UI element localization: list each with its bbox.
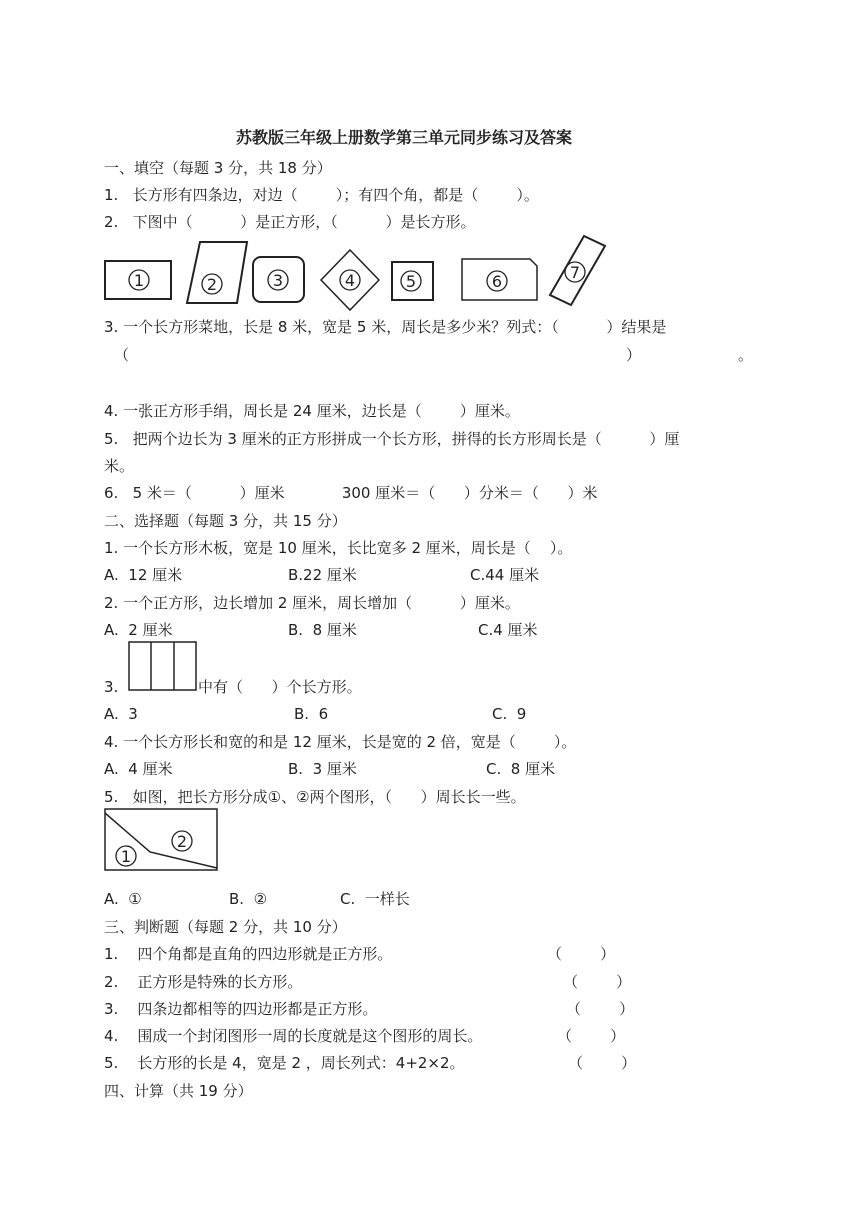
s2-q5-option-c: C. 一样长: [340, 890, 410, 908]
section1-heading: 一、填空（每题 3 分，共 18 分）: [104, 159, 332, 177]
section2-heading: 二、选择题（每题 3 分，共 15 分）: [104, 512, 347, 530]
s1-q3-line1: 3. 一个长方形菜地，长是 8 米，宽是 5 米，周长是多少米？列式：（ ）结果是: [104, 318, 667, 336]
s3-item-2: 2. 正方形是特殊的长方形。: [104, 973, 303, 991]
s2-q1-option-b: B.22 厘米: [288, 566, 357, 584]
s1-q1: 1. 长方形有四条边，对边（ ）；有四个角，都是（ ）。: [104, 186, 539, 204]
page-title: 苏教版三年级上册数学第三单元同步练习及答案: [236, 128, 573, 147]
s3-item-5: 5. 长方形的长是 4，宽是 2 ，周长列式：4+2×2。: [104, 1054, 465, 1072]
section4-heading: 四、计算（共 19 分）: [104, 1082, 253, 1100]
s2-q3-text: 中有（ ）个长方形。: [198, 678, 362, 696]
shapes-figure: [100, 232, 620, 308]
shape-4-label: 4: [344, 271, 356, 290]
s3-item-1-blank: （ ）: [547, 945, 616, 963]
s3-item-1: 1. 四个角都是直角的四边形就是正方形。: [104, 945, 393, 963]
s2-q2-option-a: A. 2 厘米: [104, 621, 173, 639]
s1-q2: 2. 下图中（ ）是正方形，（ ）是长方形。: [104, 213, 476, 231]
s2-q5-option-b: B. ②: [229, 890, 268, 908]
region-1-label: 1: [120, 847, 132, 866]
s2-q4-option-b: B. 3 厘米: [288, 760, 357, 778]
region-2-label: 2: [176, 832, 188, 851]
s3-item-3: 3. 四条边都相等的四边形都是正方形。: [104, 1000, 378, 1018]
s1-q3-end: 。: [738, 346, 754, 364]
shape-2-label: 2: [206, 275, 218, 294]
s3-item-2-blank: （ ）: [563, 973, 632, 991]
s2-q3-option-a: A. 3: [104, 705, 138, 723]
shape-3-label: 3: [272, 271, 284, 290]
s2-q5-option-a: A. ①: [104, 890, 142, 908]
s1-q3-close: ）: [626, 346, 642, 364]
s2-q2: 2. 一个正方形，边长增加 2 厘米，周长增加（ ）厘米。: [104, 594, 520, 612]
s3-item-4: 4. 围成一个封闭图形一周的长度就是这个图形的周长。: [104, 1027, 483, 1045]
s2-q3-option-c: C. 9: [492, 705, 527, 723]
s2-q3-option-b: B. 6: [294, 705, 329, 723]
s2-q5: 5. 如图，把长方形分成①、②两个图形，（ ）周长长一些。: [104, 788, 526, 806]
s2-q4-option-a: A. 4 厘米: [104, 760, 173, 778]
shape-6-label: 6: [491, 272, 503, 291]
shape-1-label: 1: [133, 271, 145, 290]
split-rectangle-figure: [104, 808, 220, 874]
three-rectangles-figure: [128, 640, 200, 694]
shape-7-label: 7: [569, 263, 581, 282]
s1-q6: 6. 5 米＝（ ）厘米 300 厘米＝（ ）分米＝（ ）米: [104, 484, 598, 502]
s2-q4: 4. 一个长方形长和宽的和是 12 厘米，长是宽的 2 倍，宽是（ ）。: [104, 733, 577, 751]
s2-q1-option-a: A. 12 厘米: [104, 566, 183, 584]
s1-q5-line2: 米。: [104, 457, 135, 475]
s1-q5-line1: 5. 把两个边长为 3 厘米的正方形拼成一个长方形，拼得的长方形周长是（ ）厘: [104, 430, 680, 448]
s2-q4-option-c: C. 8 厘米: [486, 760, 556, 778]
s2-q1: 1. 一个长方形木板，宽是 10 厘米，长比宽多 2 厘米，周长是（ ）。: [104, 539, 573, 557]
s2-q1-option-c: C.44 厘米: [470, 566, 540, 584]
shape-5-label: 5: [405, 272, 417, 291]
s2-q3-num: 3.: [104, 678, 119, 696]
s1-q3-open: （: [114, 346, 130, 364]
s1-q4: 4. 一张正方形手绢，周长是 24 厘米，边长是（ ）厘米。: [104, 402, 520, 420]
s3-item-5-blank: （ ）: [568, 1054, 637, 1072]
s2-q2-option-c: C.4 厘米: [478, 621, 538, 639]
s3-item-4-blank: （ ）: [557, 1027, 626, 1045]
s3-item-3-blank: （ ）: [566, 1000, 635, 1018]
s2-q2-option-b: B. 8 厘米: [288, 621, 357, 639]
section3-heading: 三、判断题（每题 2 分，共 10 分）: [104, 918, 347, 936]
